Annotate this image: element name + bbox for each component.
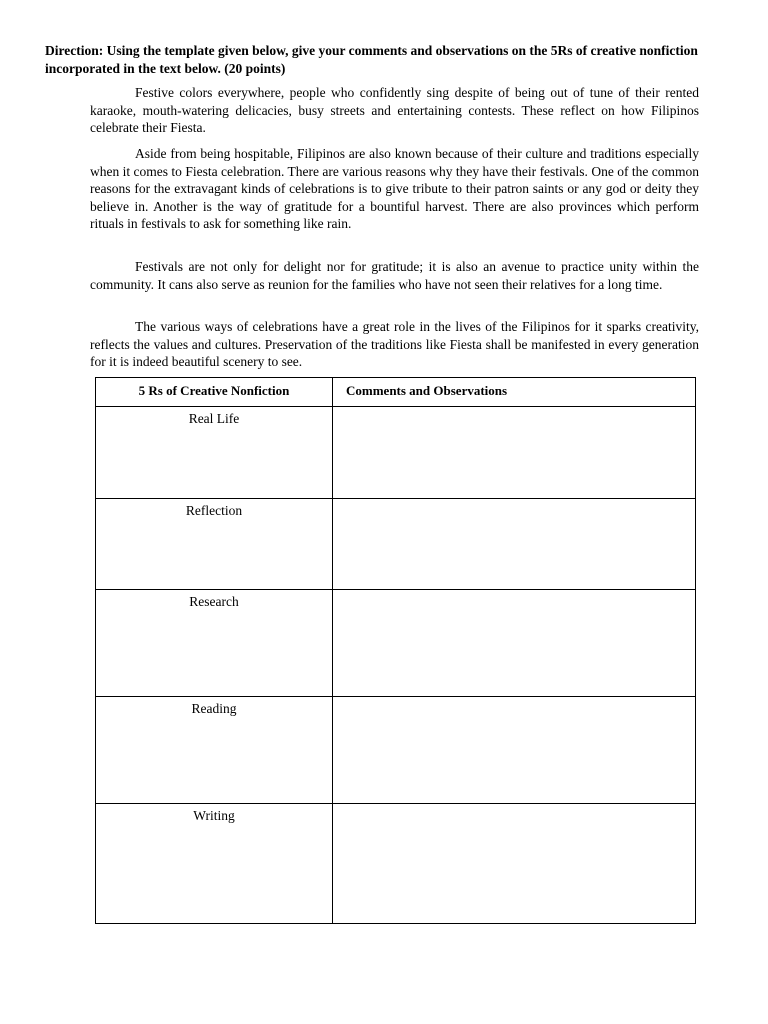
table-row-real-life	[96, 407, 695, 499]
comment-cell-reading[interactable]	[333, 697, 695, 803]
row-label-real-life: Real Life	[188, 411, 240, 426]
table-row-reading	[96, 697, 695, 804]
table-header-row	[96, 378, 695, 407]
row-label-reading: Reading	[191, 701, 237, 716]
table-row-writing	[96, 804, 695, 923]
header-comments: Comments and Observations	[346, 383, 508, 398]
paragraph-3: Festivals are not only for delight nor for gratitude; it is also an avenue to practice unity within the community. It cans also serve as reunion for the families who have not seen their relatives for a long time.	[90, 259, 699, 292]
comment-cell-reflection[interactable]	[333, 499, 695, 589]
paragraph-1: Festive colors everywhere, people who confidently sing despite of being out of tune of their rented karaoke, mouth-watering delicacies, busy streets and entertaining contests. These reflect on how Filipinos celebrate their Fiesta.	[90, 85, 699, 136]
column-divider	[332, 378, 333, 923]
header-five-rs: 5 Rs of Creative Nonfiction	[138, 383, 290, 398]
comment-cell-writing[interactable]	[333, 804, 695, 923]
row-label-research: Research	[189, 594, 239, 609]
table-row-research	[96, 590, 695, 697]
row-label-reflection: Reflection	[185, 503, 243, 518]
row-label-writing: Writing	[193, 808, 235, 823]
comment-cell-real-life[interactable]	[333, 407, 695, 498]
table-row-reflection	[96, 499, 695, 590]
five-rs-table	[95, 377, 696, 924]
comment-cell-research[interactable]	[333, 590, 695, 696]
paragraph-2: Aside from being hospitable, Filipinos are also known because of their culture and traditions especially when it comes to Fiesta celebration. There are various reasons why they have their festivals. One of the common reasons for the extravagant kinds of celebrations is to give tribute to their patron saints or any god or deity they believe in. Another is the way of gratitude for a bountiful harvest. There are also provinces which perform rituals in festivals to ask for something like rain.	[90, 146, 699, 232]
paragraph-4: The various ways of celebrations have a great role in the lives of the Filipinos for it sparks creativity, reflects the values and cultures. Preservation of the traditions like Fiesta shall be manifested in every generation for it is indeed beautiful scenery to see.	[90, 319, 699, 370]
direction-text: Direction: Using the template given below, give your comments and observations on the 5Rs of creative nonfiction incorporated in the text below. (20 points)	[45, 43, 698, 76]
